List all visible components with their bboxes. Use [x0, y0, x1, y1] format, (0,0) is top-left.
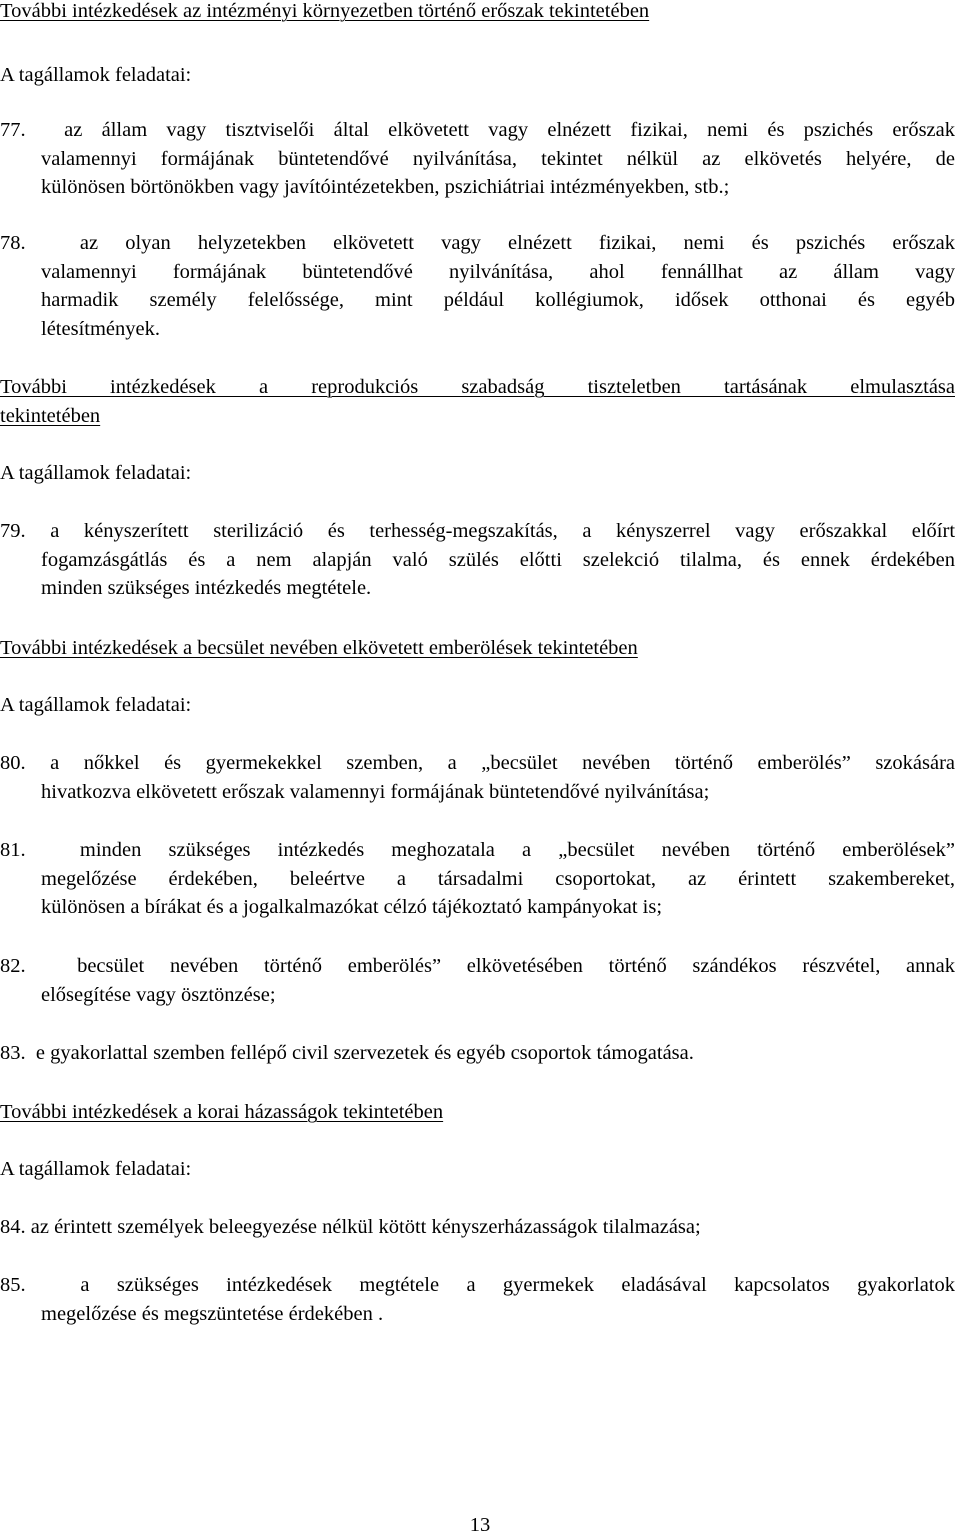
section-heading-institutional-violence: További intézkedések az intézményi környezetben történő erőszak tekintetében: [0, 0, 650, 22]
paragraph-text-line: harmadik személy felelőssége, mint például kollégiumok, idősek otthonai és egyéb: [41, 289, 955, 311]
paragraph-text-line: valamennyi formájának büntetendővé nyilvánítása, tekintet nélkül az elkövetés helyére, de: [41, 147, 955, 170]
paragraph-text-line: a kényszerített sterilizáció és terhesség-megszakítás, a kényszerrel vagy erőszakkal előírt: [50, 520, 956, 542]
paragraph-number: 81.: [0, 839, 26, 861]
paragraph-text-line: fogamzásgátlás és a nem alapján való szülés előtti szelekció tilalma, és ennek érdekében: [41, 548, 955, 571]
paragraph-82: [0, 952, 955, 1009]
paragraph-text-line: megelőzése érdekében, beleértve a társadalmi csoportokat, az érintett szakembereket,: [41, 867, 955, 890]
section-heading-honour-killings: További intézkedések a becsület nevében elkövetett emberölések tekintetében: [0, 637, 638, 659]
paragraph-text-line: minden szükséges intézkedés megtétele.: [41, 577, 372, 599]
paragraph-text-line: valamennyi formájának büntetendővé nyilvánítása, ahol fennállhat az állam vagy: [41, 260, 955, 283]
paragraph-80: [0, 749, 955, 806]
paragraph-79: [0, 517, 955, 603]
paragraph-number: 80.: [0, 752, 26, 774]
paragraph-text-line: e gyakorlattal szemben fellépő civil szervezetek és egyéb csoportok támogatása.: [35, 1042, 694, 1064]
paragraph-text-line: különösen börtönökben vagy javítóintézetekben, pszichiátriai intézményekben, stb.;: [41, 176, 730, 198]
paragraph-text-line: az olyan helyzetekben elkövetett vagy elnézett fizikai, nemi és pszichés erőszak: [79, 232, 956, 254]
paragraph-number: 82.: [0, 955, 26, 977]
paragraph-text-line: a szükséges intézkedések megtétele a gyermekek eladásával kapcsolatos gyakorlatok: [80, 1274, 955, 1296]
paragraph-84: [0, 1213, 955, 1242]
paragraph-text-line: megelőzése és megszüntetése érdekében .: [41, 1302, 384, 1325]
paragraph-text-line: az állam vagy tisztviselői által elkövetett vagy elnézett fizikai, nemi és pszichés erőszak: [64, 119, 955, 141]
paragraph-text-line: elősegítése vagy ösztönzése;: [41, 983, 276, 1006]
section-subheading: A tagállamok feladatai:: [0, 462, 192, 484]
paragraph-number: 79.: [0, 520, 26, 542]
paragraph-text-line: becsület nevében történő emberölés” elkövetésében történő szándékos részvétel, annak: [77, 955, 956, 977]
paragraph-77: [0, 116, 955, 202]
paragraph-text-line: különösen a bírákat és a jogalkalmazókat célzó tájékoztató kampányokat is;: [41, 896, 663, 918]
section-heading-early-marriages: További intézkedések a korai házasságok tekintetében: [0, 1101, 444, 1123]
section-heading-line: tekintetében: [0, 404, 101, 427]
section-subheading: A tagállamok feladatai:: [0, 64, 192, 86]
paragraph-number: 83.: [0, 1042, 26, 1064]
section-heading-line: További intézkedések a reprodukciós szabadság tiszteletben tartásának elmulasztása: [0, 376, 955, 398]
page-number: 13: [469, 1514, 491, 1536]
paragraph-text-line: a nőkkel és gyermekekkel szemben, a „becsület nevében történő emberölés” szokására: [50, 752, 956, 774]
paragraph-number: 78.: [0, 232, 26, 254]
paragraph-text-line: létesítmények.: [41, 317, 160, 340]
paragraph-78: [0, 229, 955, 343]
paragraph-83: [0, 1039, 955, 1068]
section-subheading: A tagállamok feladatai:: [0, 1158, 192, 1180]
paragraph-85: [0, 1271, 955, 1328]
section-subheading: A tagállamok feladatai:: [0, 694, 192, 716]
paragraph-number: 77.: [0, 119, 26, 141]
paragraph-text-line: minden szükséges intézkedés meghozatala a „becsület nevében történő emberölések”: [79, 839, 956, 861]
paragraph-number: 85.: [0, 1274, 26, 1296]
paragraph-81: [0, 836, 955, 922]
paragraph-text-line: az érintett személyek beleegyezése nélkül kötött kényszerházasságok tilalmazása;: [30, 1216, 701, 1238]
section-heading-reproductive-freedom: [0, 373, 955, 430]
paragraph-number: 84.: [0, 1216, 26, 1238]
paragraph-text-line: hivatkozva elkövetett erőszak valamennyi formájának büntetendővé nyilvánítása;: [41, 780, 710, 803]
